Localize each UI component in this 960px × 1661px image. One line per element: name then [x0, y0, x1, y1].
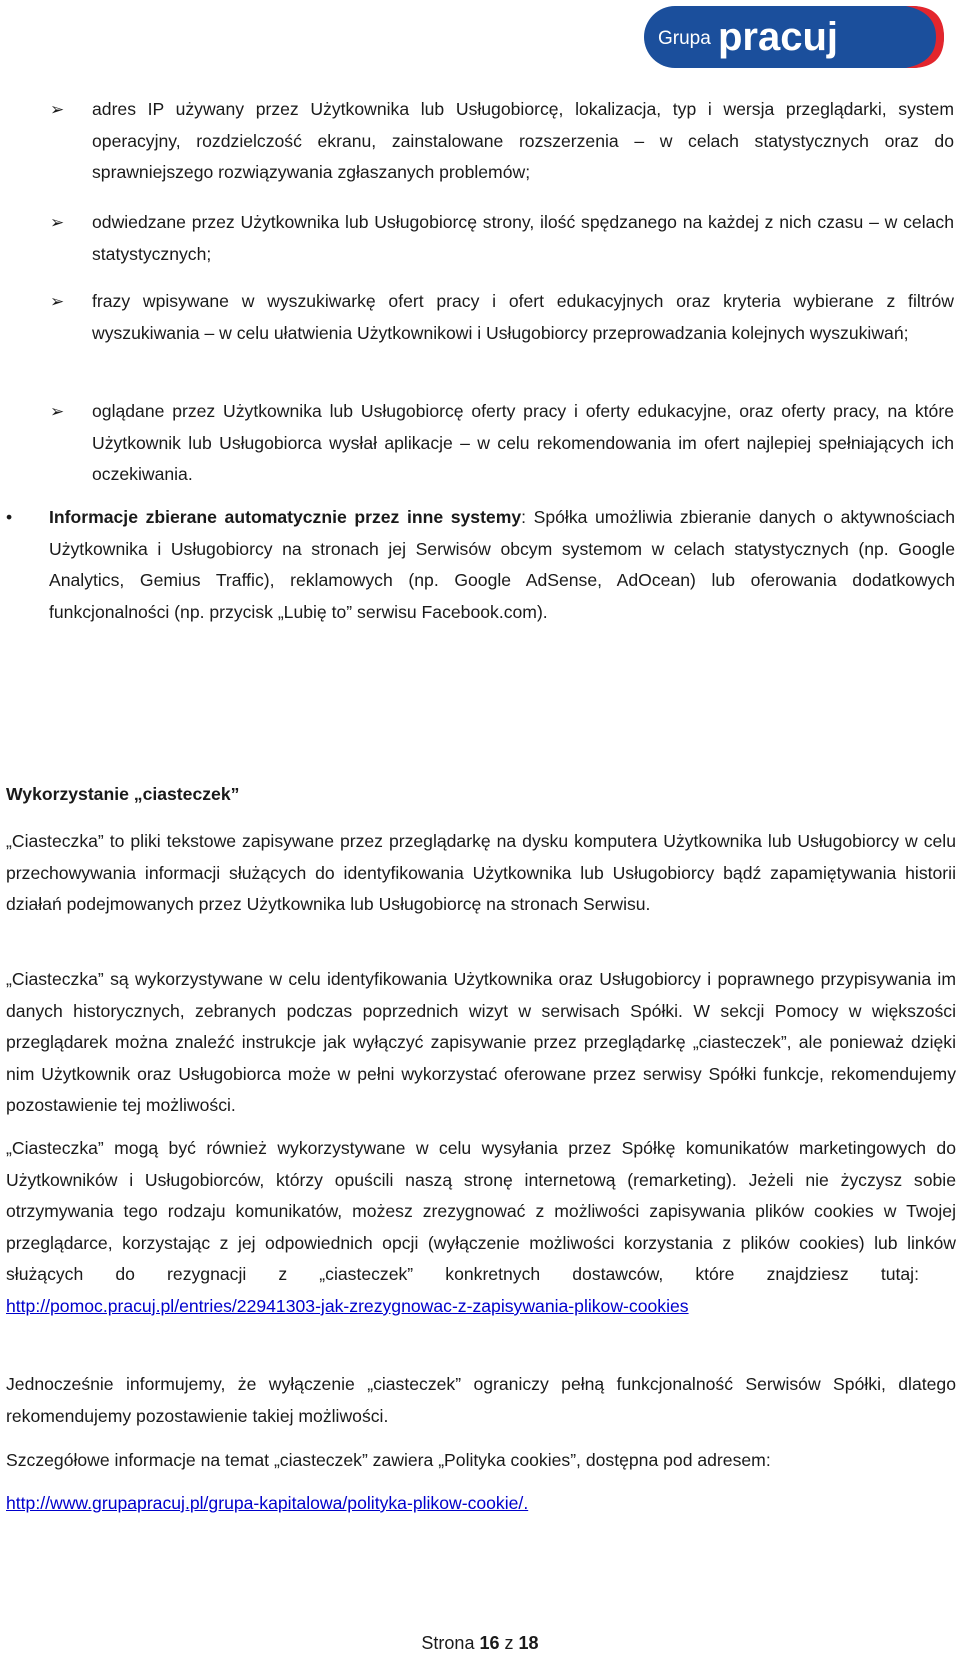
paragraph [6, 1488, 956, 1520]
arrow-bullet-icon: ➢ [50, 292, 65, 311]
list-item-text: oglądane przez Użytkownika lub Usługobiorcę oferty pracy i oferty edukacyjne, oraz oferty pracy, na które Użytkownik lub Usługobiorca wysłał aplikacje – w celu rekomendowania im ofert najlepiej spełniających ich oczekiwania. [92, 401, 954, 484]
logo-word-pracuj: pracuj [718, 15, 839, 59]
list-item-text: odwiedzane przez Użytkownika lub Usługobiorcę strony, ilość spędzanego na każdej z nich czasu – w celach statystycznych; [92, 212, 954, 264]
page-number-current: 16 [479, 1633, 500, 1653]
paragraph: „Ciasteczka” to pliki tekstowe zapisywane przez przeglądarkę na dysku komputera Użytkownika lub Usługobiorcy w celu przechowywania informacji służących do identyfikowania Użytkownika lub Usługobiorcy bądź zapamiętywania historii działań podejmowanych przez Użytkownika lub Usługobiorcę na stronach Serwisu. [6, 831, 956, 915]
list-item [52, 396, 952, 491]
list-item [52, 207, 952, 270]
bullet-bold-lead: Informacje zbierane automatycznie przez inne systemy [49, 507, 522, 527]
cookies-optout-link[interactable]: http://pomoc.pracuj.pl/entries/22941303-jak-zrezygnowac-z-zapisywania-plikow-cookies [6, 1295, 689, 1316]
paragraph: „Ciasteczka” są wykorzystywane w celu identyfikowania Użytkownika oraz Usługobiorcy i poprawnego przypisywania im danych historycznych, zebranych podczas poprzednich wizyt w serwisach Spółki. W sekcji Pomocy w większości przeglądarek można znaleźć instrukcje jak wyłączyć zapisywanie przez przeglądarkę „ciasteczek”, ale ponieważ dzięki nim Użytkownik oraz Usługobiorca może w pełni wykorzystać oferowane przez serwisy Spółki funkcje, rekomendujemy pozostawienie tej możliwości. [6, 969, 956, 1116]
bullet-body: : Spółka umożliwia zbieranie danych o aktywnościach Użytkownika i Usługobiorcy na stronach jej Serwisów obcym systemom w celach statystycznych (np. Google Analytics, Gemius Traffic), reklamowych (np. Google AdSense, AdOcean) lub oferowania dodatkowych funkcjonalności (np. przycisk „Lubię to” serwisu Facebook.com). [49, 507, 955, 622]
arrow-bullet-icon: ➢ [50, 100, 65, 119]
list-item-text: adres IP używany przez Użytkownika lub Usługobiorcę, lokalizacja, typ i wersja przeglądarki, system operacyjny, rozdzielczość ekranu, zainstalowane rozszerzenia – w celach statystycznych oraz do sprawniejszego rozwiązywania zgłaszanych problemów; [92, 99, 954, 182]
section-title: Wykorzystanie „ciasteczek” [6, 784, 240, 804]
paragraph-text: „Ciasteczka” mogą być również wykorzystywane w celu wysyłania przez Spółkę komunikatów marketingowych do Użytkowników i Usługobiorców, którzy opuścili naszą stronę internetową (remarketing). Jeżeli nie życzysz sobie otrzymywania tego rodzaju komunikatów, możesz zrezygnować z możliwości zapisywania plików cookies w Twojej przeglądarce, korzystając z jej odpowiednich opcji (wyłączenie możliwości korzystania z plików cookies) lub linków służących do rezygnacji z „ciasteczek” konkretnych dostawców, które znajdziesz tutaj: [6, 1138, 956, 1285]
list-item [52, 286, 952, 349]
arrow-bullet-icon: ➢ [50, 213, 65, 232]
cookies-policy-link[interactable]: http://www.grupapracuj.pl/grupa-kapitalowa/polityka-plikow-cookie/. [6, 1493, 529, 1513]
paragraph [6, 1133, 956, 1323]
paragraph: Jednocześnie informujemy, że wyłączenie „ciasteczek” ograniczy pełną funkcjonalność Serwisów Spółki, dlatego rekomendujemy pozostawienie takiej możliwości. [6, 1374, 956, 1426]
list-item [0, 502, 960, 628]
page-number-prefix: Strona [421, 1633, 475, 1653]
page-number-total: 18 [518, 1633, 539, 1653]
bullet-dot-icon: • [6, 507, 13, 527]
paragraph: Szczegółowe informacje na temat „ciasteczek” zawiera „Polityka cookies”, dostępna pod adresem: [6, 1450, 771, 1470]
list-item-text: frazy wpisywane w wyszukiwarkę ofert pracy i ofert edukacyjnych oraz kryteria wybierane z filtrów wyszukiwania – w celu ułatwienia Użytkownikowi i Usługobiorcy przeprowadzania kolejnych wyszukiwań; [92, 291, 954, 343]
list-item [52, 94, 952, 189]
logo-word-grupa: Grupa [658, 28, 711, 49]
page-number-separator: z [504, 1633, 514, 1653]
page-number [0, 1633, 960, 1654]
list-item-text [49, 502, 955, 628]
grupa-pracuj-logo [644, 2, 954, 72]
arrow-bullet-icon: ➢ [50, 402, 65, 421]
